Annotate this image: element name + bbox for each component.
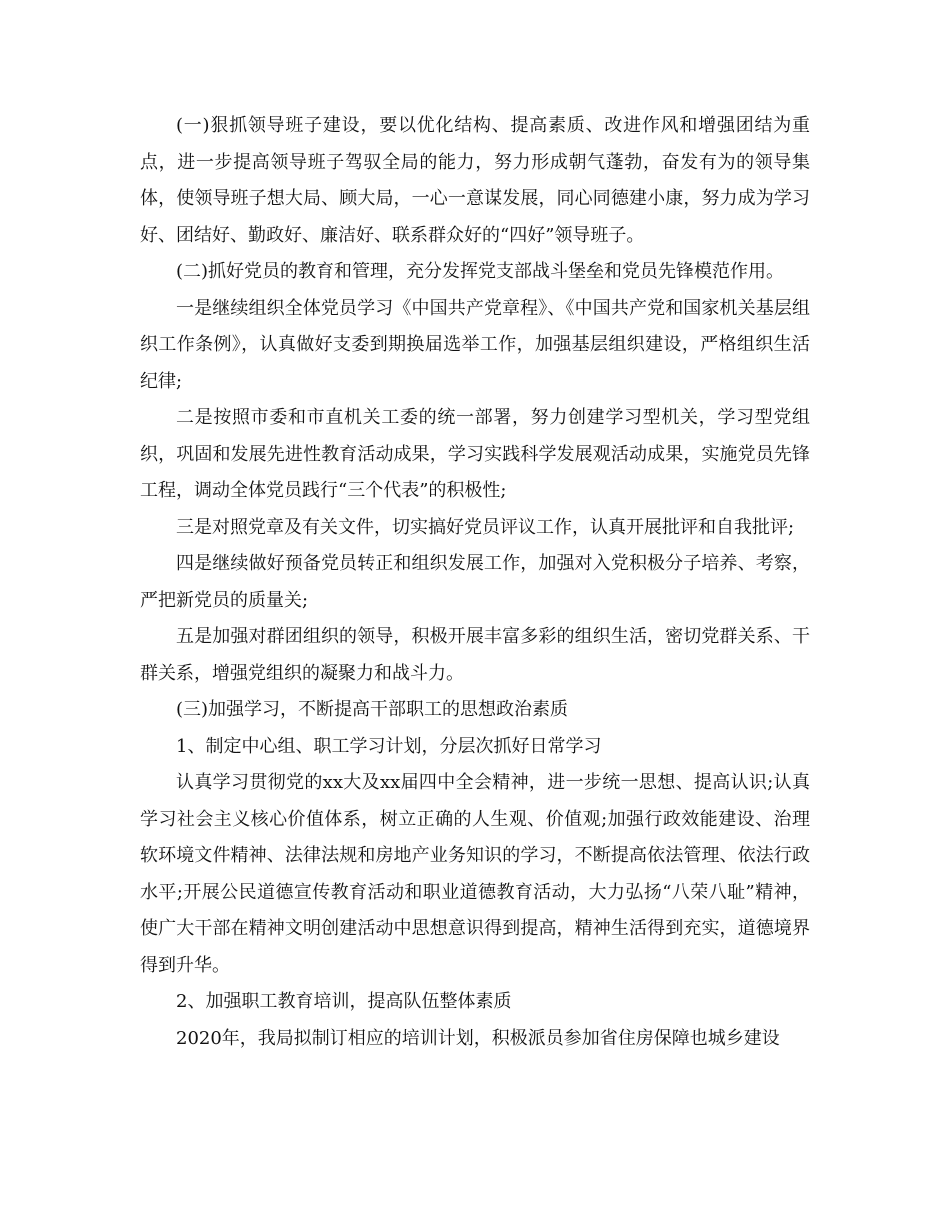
paragraph-item-one: 一是继续组织全体党员学习《中国共产党章程》、《中国共产党和国家机关基层组织工作条例》，认真做好支委到期换届选举工作，加强基层组织建设，严格组织生活纪律; xyxy=(140,297,810,392)
paragraph-subsection-two-heading: 2、加强职工教育培训，提高队伍整体素质 xyxy=(176,991,512,1012)
paragraph-study-content: 认真学习贯彻党的xx大及xx届四中全会精神，进一步统一思想、提高认识;认真学习社会主义核心价值体系，树立正确的人生观、价值观;加强行政效能建设、治理软环境文件精神、法律法规和房地产业务知识的学习，不断提高依法管理、依法行政水平;开展公民道德宣传教育活动和职业道德教育活动，大力弘扬“八荣八耻”精神，使广大干部在精神文明创建活动中思想意识得到提高，精神生活得到充实，道德境界得到升华。 xyxy=(140,772,810,976)
paragraph-item-four: 四是继续做好预备党员转正和组织发展工作，加强对入党积极分子培养、考察，严把新党员的质量关; xyxy=(140,553,810,611)
paragraph-item-three: 三是对照党章及有关文件，切实搞好党员评议工作，认真开展批评和自我批评; xyxy=(176,516,795,538)
paragraph-training-plan: 2020年，我局拟制订相应的培训计划，积极派员参加省住房保障也城乡建设 xyxy=(176,1027,780,1049)
paragraph-section-three-heading: (三)加强学习，不断提高干部职工的思想政治素质 xyxy=(176,699,569,720)
paragraph-leadership: (一)狠抓领导班子建设，要以优化结构、提高素质、改进作风和增强团结为重点，进一步提高领导班子驾驭全局的能力，努力形成朝气蓬勃，奋发有为的领导集体，使领导班子想大局、顾大局，一心一意谋发展，同心同德建小康，努力成为学习好、团结好、勤政好、廉洁好、联系群众好的“四好”领导班子。 xyxy=(140,115,810,246)
paragraph-item-two: 二是按照市委和市直机关工委的统一部署，努力创建学习型机关，学习型党组织，巩固和发展先进性教育活动成果，学习实践科学发展观活动成果，实施党员先锋工程，调动全体党员践行“三个代表”的积极性; xyxy=(140,407,810,501)
paragraph-item-five: 五是加强对群团组织的领导，积极开展丰富多彩的组织生活，密切党群关系、干群关系，增强党组织的凝聚力和战斗力。 xyxy=(140,626,810,684)
document-body xyxy=(140,108,810,1057)
paragraph-subsection-one-heading: 1、制定中心组、职工学习计划，分层次抓好日常学习 xyxy=(176,735,602,757)
paragraph-party-member-education: (二)抓好党员的教育和管理，充分发挥党支部战斗堡垒和党员先锋模范作用。 xyxy=(176,261,785,282)
